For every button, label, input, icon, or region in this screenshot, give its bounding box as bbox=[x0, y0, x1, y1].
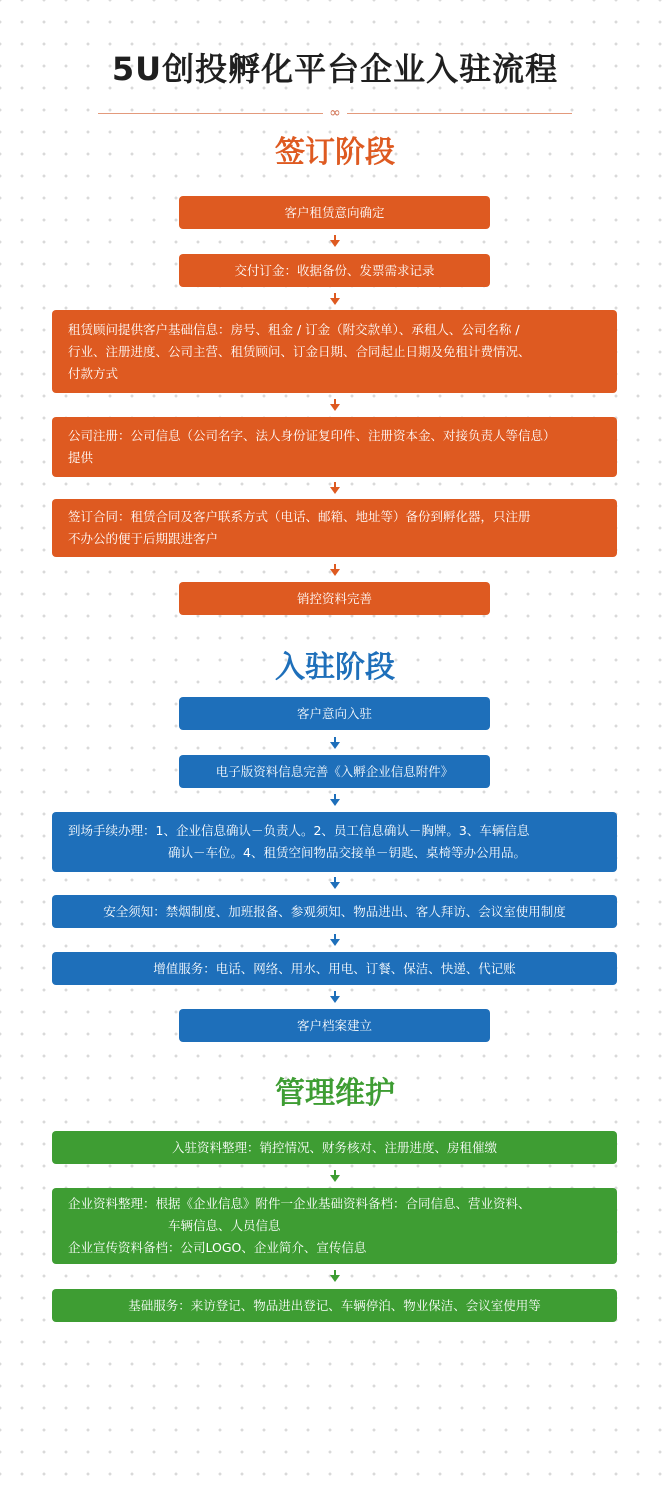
step-client-archive bbox=[179, 1009, 490, 1042]
step-electronic-info bbox=[179, 755, 490, 788]
step-text: 入驻资料整理：销控情况、财务核对、注册进度、房租催缴 bbox=[171, 1139, 497, 1155]
step-value-added-services bbox=[52, 952, 617, 985]
arrow-down-icon bbox=[330, 934, 340, 946]
step-signing-intent bbox=[179, 196, 490, 229]
step-safety-notice bbox=[52, 895, 617, 928]
arrow-down-icon bbox=[330, 564, 340, 576]
arrow-down-icon bbox=[330, 293, 340, 305]
section-title-signing: 签订阶段 bbox=[275, 135, 395, 170]
arrow-down-icon bbox=[330, 1170, 340, 1182]
arrow-down-icon bbox=[330, 235, 340, 247]
step-onsite-procedures bbox=[52, 812, 617, 872]
arrow-down-icon bbox=[330, 482, 340, 494]
arrow-down-icon bbox=[330, 737, 340, 749]
arrow-down-icon bbox=[330, 794, 340, 806]
step-text: 租赁顾问提供客户基础信息：房号、租金 / 订金（附交款单）、承租人、公司名称 / bbox=[68, 321, 520, 337]
step-text: 公司注册：公司信息（公司名字、法人身份证复印件、注册资本金、对接负责人等信息） bbox=[68, 428, 556, 443]
step-text: 行业、注册进度、公司主营、租赁顾问、订金日期、合同起止日期及免租计费情况、 bbox=[68, 343, 531, 359]
page-title: 5U创投孵化平台企业入驻流程 bbox=[111, 50, 559, 88]
step-text: 确认－车位。4、租赁空间物品交接单－钥匙、桌椅等办公用品。 bbox=[168, 845, 526, 860]
step-text: 安全须知：禁烟制度、加班报备、参观须知、物品进出、客人拜访、会议室使用制度 bbox=[103, 903, 566, 919]
step-text: 销控资料完善 bbox=[296, 590, 372, 606]
step-client-info bbox=[52, 310, 617, 393]
section-title-maintenance: 管理维护 bbox=[275, 1076, 395, 1111]
arrow-down-icon bbox=[330, 399, 340, 411]
step-deposit bbox=[179, 254, 490, 287]
step-text: 交付订金：收据备份、发票需求记录 bbox=[234, 262, 435, 278]
step-text: 客户意向入驻 bbox=[296, 705, 372, 721]
step-sign-contract bbox=[52, 499, 617, 557]
step-text: 到场手续办理：1、企业信息确认－负责人。2、员工信息确认－胸牌。3、车辆信息 bbox=[68, 823, 530, 838]
step-text: 企业资料整理：根据《企业信息》附件一企业基础资料备档：合同信息、营业资料、 bbox=[68, 1196, 531, 1211]
step-text: 客户租赁意向确定 bbox=[284, 204, 385, 220]
step-move-in-records bbox=[52, 1131, 617, 1164]
step-text: 基础服务：来访登记、物品进出登记、车辆停泊、物业保洁、会议室使用等 bbox=[128, 1297, 541, 1313]
step-move-in-intent bbox=[179, 697, 490, 730]
arrow-down-icon bbox=[330, 1270, 340, 1282]
step-company-registration bbox=[52, 417, 617, 477]
arrow-down-icon bbox=[330, 877, 340, 889]
step-text: 提供 bbox=[68, 450, 94, 465]
step-basic-services bbox=[52, 1289, 617, 1322]
step-text: 车辆信息、人员信息 bbox=[168, 1218, 281, 1233]
step-text: 签订合同：租赁合同及客户联系方式（电话、邮箱、地址等）备份到孵化器，只注册 bbox=[68, 509, 531, 524]
step-text: 增值服务：电话、网络、用水、用电、订餐、保洁、快递、代记账 bbox=[153, 960, 516, 976]
section-title-moving-in: 入驻阶段 bbox=[275, 650, 395, 685]
step-text: 电子版资料信息完善《入孵企业信息附件》 bbox=[215, 763, 454, 779]
step-text: 客户档案建立 bbox=[296, 1017, 372, 1033]
step-text: 付款方式 bbox=[68, 365, 119, 381]
step-text: 不办公的便于后期跟进客户 bbox=[68, 531, 219, 546]
arrow-down-icon bbox=[330, 991, 340, 1003]
step-text: 企业宣传资料备档：公司LOGO、企业简介、宣传信息 bbox=[68, 1240, 367, 1255]
infinity-ornament-icon: ∞ bbox=[323, 104, 347, 122]
step-sales-control bbox=[179, 582, 490, 615]
step-enterprise-records bbox=[52, 1188, 617, 1264]
